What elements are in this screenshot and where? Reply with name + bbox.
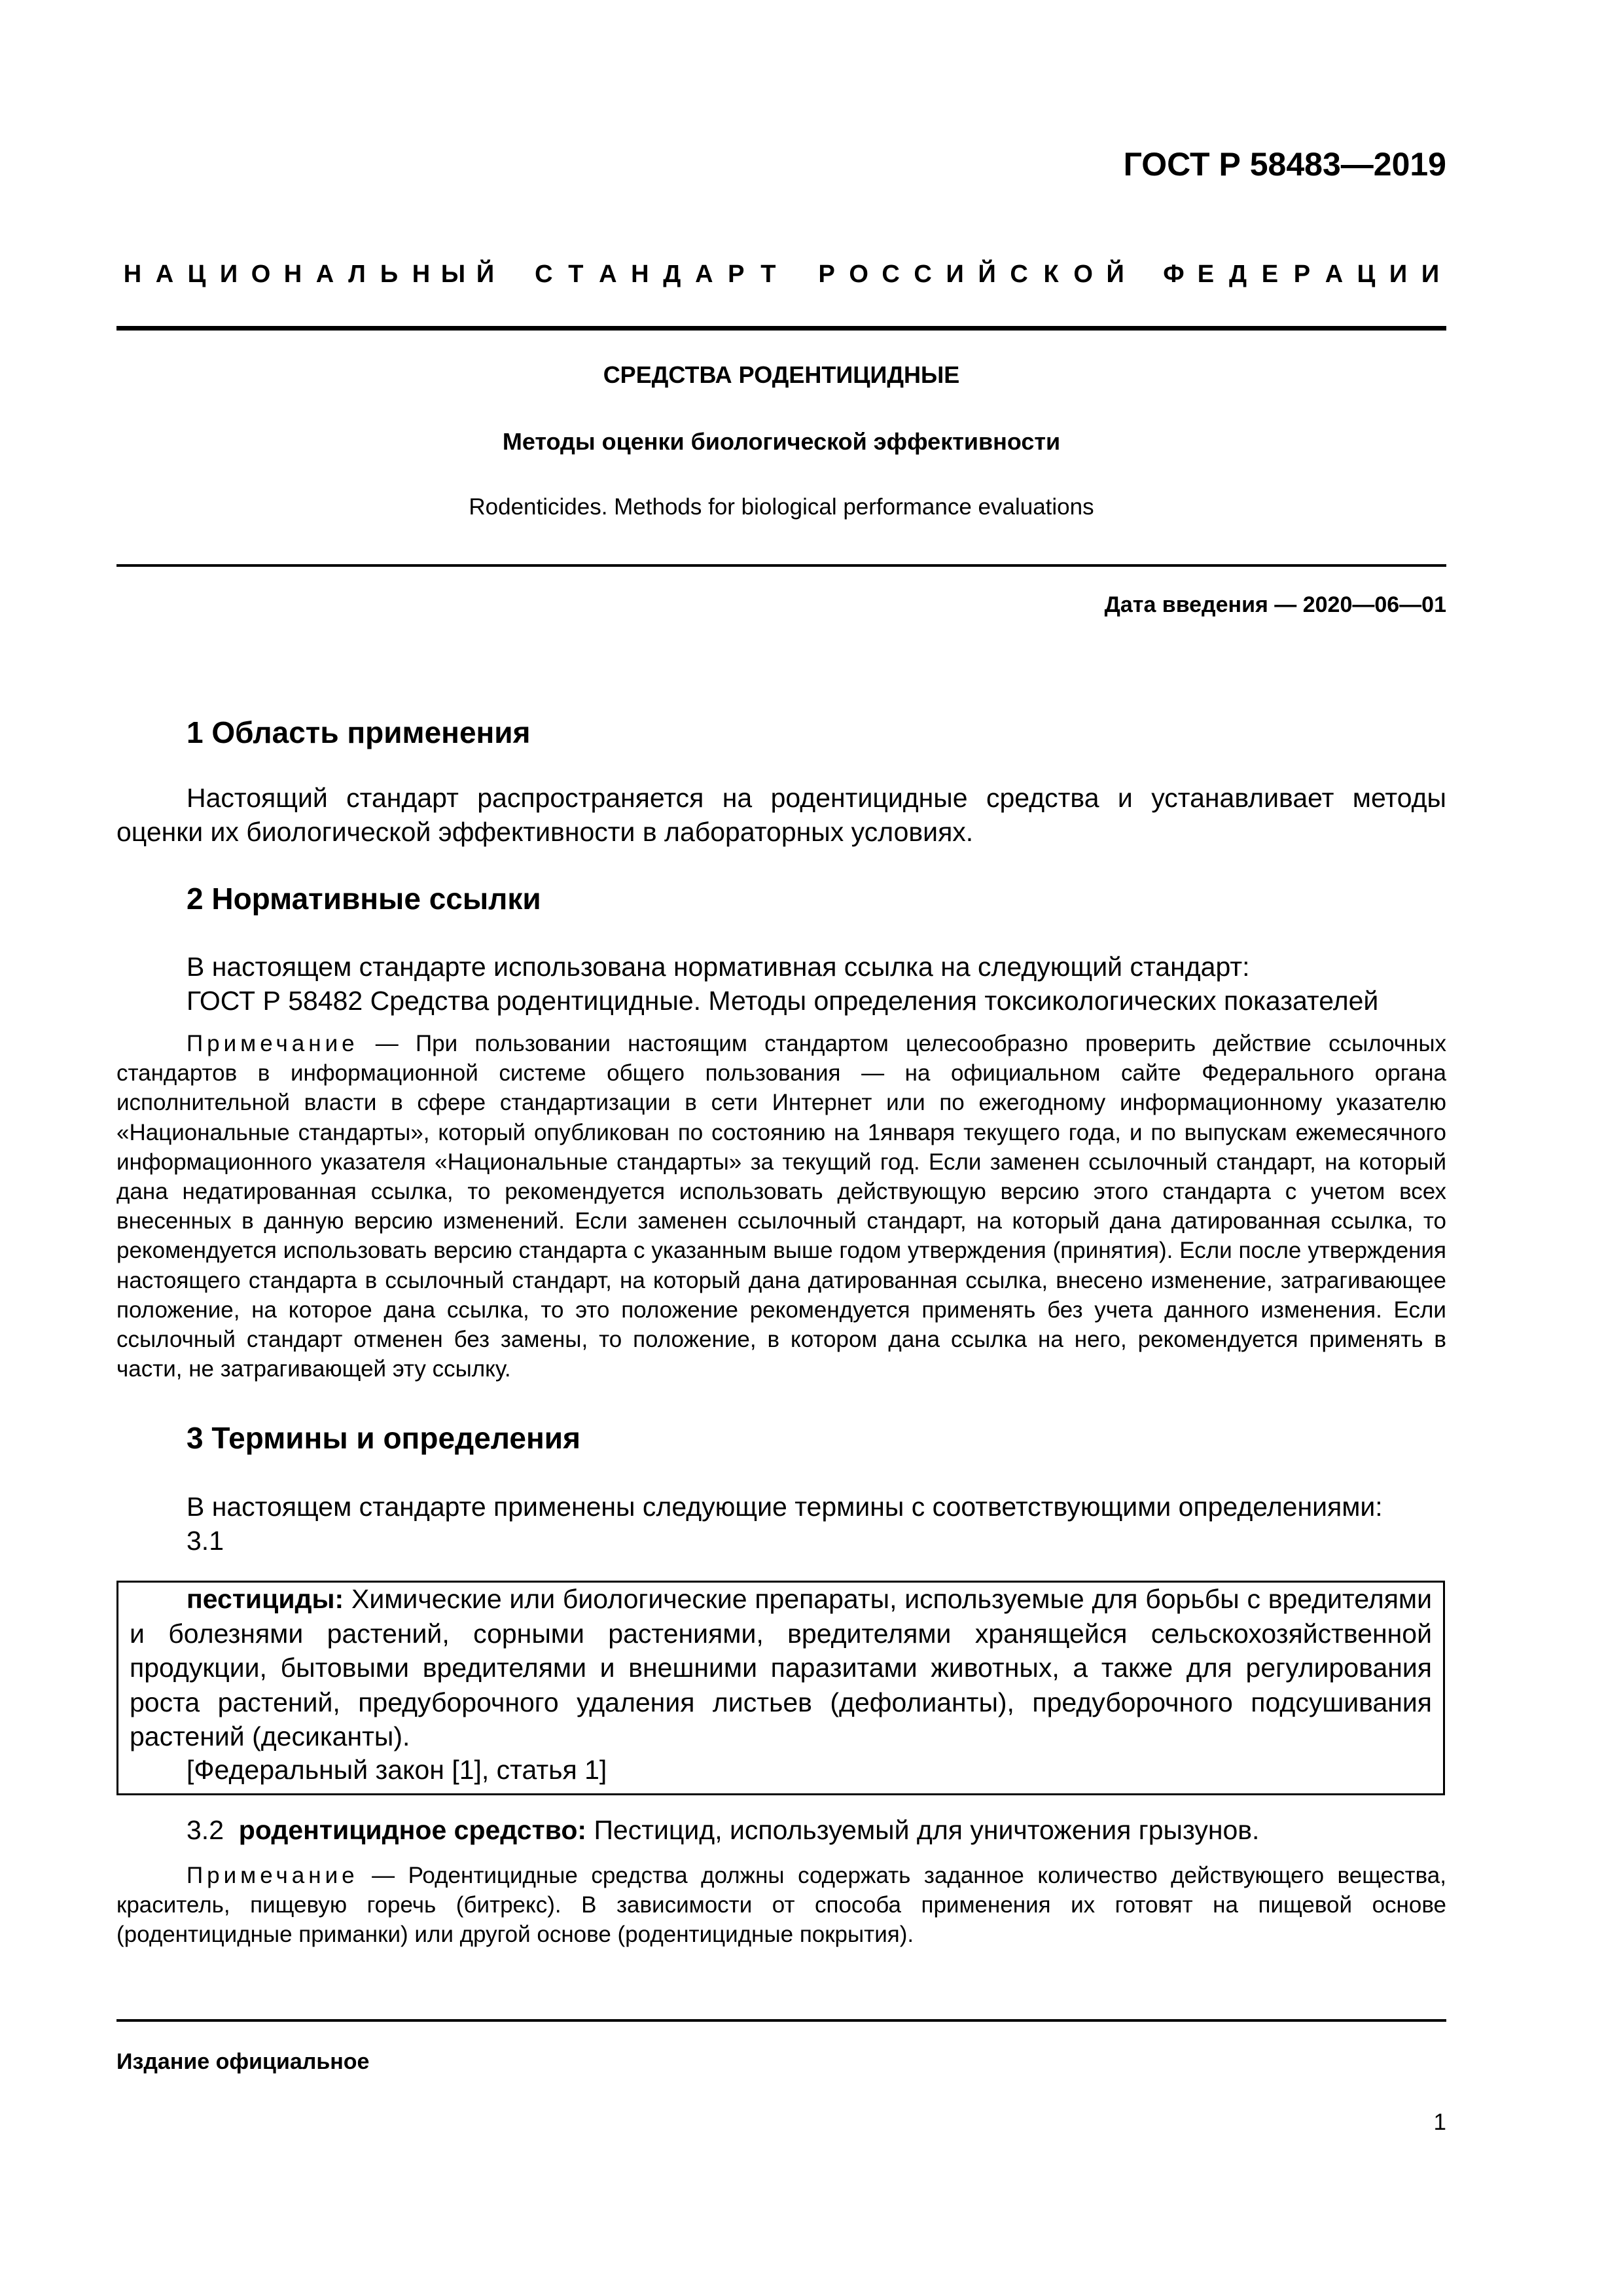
term-pesticides-definition: Химические или биологические препараты, используемые для борьбы с вредителями и болезнями растений, сорными растениями, вредителями хранящейся сельскохозяйственной продукции, бытовыми вредителями и внешними паразитами животных, а также для регулирования роста растений, предуборочного удаления листьев (дефолианты), предуборочного подсушивания растений (десиканты). bbox=[130, 1584, 1432, 1751]
national-standard-banner bbox=[116, 260, 1446, 289]
page-number: 1 bbox=[1433, 2109, 1446, 2135]
banner-letter: И bbox=[1389, 260, 1408, 288]
banner-letter: И bbox=[946, 260, 964, 288]
banner-letter: Д bbox=[663, 260, 681, 288]
banner-letter: К bbox=[1043, 260, 1059, 288]
banner-letter: Й bbox=[978, 260, 996, 288]
banner-letter: С bbox=[535, 260, 553, 288]
banner-letter: Р bbox=[728, 260, 745, 288]
banner-letter: Ц bbox=[1357, 260, 1376, 288]
banner-letter: О bbox=[849, 260, 868, 288]
banner-letter: Н bbox=[123, 260, 142, 288]
banner-word-4 bbox=[1158, 260, 1446, 289]
section-2-heading: 2 Нормативные ссылки bbox=[187, 882, 541, 916]
note-body: — При пользовании настоящим стандартом целесообразно проверить действие ссылочных стандартов в информационной системе общего пользования — на официальном сайте Федерального органа исполнительной власти в сфере стандартизации в сети Интернет или по ежегодному информационному указателю «Национальные стандарты», который опубликован по состоянию на 1января текущего года, и по выпускам ежемесячного информационного указателя «Национальные стандарты» за текущий год. Если заменен ссылочный стандарт, на который дана недатированная ссылка, то рекомендуется использовать действующую версию этого стандарта с учетом всех внесенных в данную версию изменений. Если заменен ссылочный стандарт, на который дана датированная ссылка, то рекомендуется использовать версию стандарта с указанным выше годом утверждения (принятия). Если после утверждения настоящего стандарта в ссылочный стандарт, на который дана датированная ссылка, внесено изменение, затрагивающее положение, на которое дана ссылка, то это положение рекомендуется применять без учета данного изменения. Если ссылочный стандарт отменен без замены, то положение, в котором дана ссылка на него, рекомендуется применять в части, не затрагивающей эту ссылку. bbox=[116, 1031, 1446, 1382]
section-1-paragraph: Настоящий стандарт распространяется на родентицидные средства и устанавливает методы оценки их биологической эффективности в лабораторных условиях. bbox=[116, 783, 1446, 847]
note-label: Примечание bbox=[187, 1031, 359, 1056]
banner-letter: А bbox=[599, 260, 617, 288]
footer-rule bbox=[116, 2019, 1446, 2022]
banner-letter: Р bbox=[1293, 260, 1311, 288]
banner-letter: Ы bbox=[440, 260, 466, 288]
term-rodenticide-definition: Пестицид, используемый для уничтожения грызунов. bbox=[586, 1815, 1260, 1845]
banner-letter: Е bbox=[1197, 260, 1215, 288]
section-3-note bbox=[116, 1861, 1446, 1950]
section-2-intro: В настоящем стандарте использована нормативная ссылка на следующий стандарт: bbox=[187, 952, 1250, 982]
term-definition-3-2 bbox=[187, 1813, 1259, 1847]
section-2-note bbox=[116, 1029, 1446, 1384]
banner-word-2 bbox=[527, 260, 784, 289]
banner-letter: И bbox=[219, 260, 238, 288]
banner-letter: О bbox=[251, 260, 271, 288]
banner-letter: Ф bbox=[1163, 260, 1185, 288]
banner-letter: Л bbox=[348, 260, 366, 288]
banner-letter: С bbox=[1010, 260, 1028, 288]
banner-letter: С bbox=[882, 260, 900, 288]
term-definition-3-1 bbox=[116, 1582, 1445, 1754]
term-number-3-1: 3.1 bbox=[187, 1526, 224, 1556]
note-label-2: Примечание bbox=[187, 1863, 359, 1888]
official-edition-label: Издание официальное bbox=[116, 2049, 370, 2074]
banner-letter: Д bbox=[1228, 260, 1247, 288]
banner-letter: Ц bbox=[187, 260, 206, 288]
banner-word-3 bbox=[811, 260, 1132, 289]
banner-letter: Н bbox=[283, 260, 302, 288]
banner-letter: А bbox=[315, 260, 334, 288]
section-3-intro: В настоящем стандарте применены следующие термины с соответствующими определениями: bbox=[187, 1492, 1383, 1522]
banner-letter: Е bbox=[1261, 260, 1279, 288]
banner-letter: И bbox=[1421, 260, 1440, 288]
standard-subtitle: Методы оценки биологической эффективности bbox=[502, 428, 1061, 455]
section-1-heading: 1 Область применения bbox=[187, 715, 531, 749]
banner-word-1 bbox=[116, 260, 501, 289]
banner-letter: Й bbox=[1106, 260, 1124, 288]
header-rule bbox=[116, 326, 1446, 331]
note-body-2: — Родентицидные средства должны содержать заданное количество действующего вещества, краситель, пищевую горечь (битрекс). В зависимости от способа применения их готовят на пищевой основе (родентицидные приманки) или другой основе (родентицидные покрытия). bbox=[116, 1863, 1446, 1948]
banner-letter: Т bbox=[760, 260, 776, 288]
banner-letter: Й bbox=[476, 260, 495, 288]
banner-letter: А bbox=[695, 260, 713, 288]
introduction-date: Дата введения — 2020—06—01 bbox=[1104, 592, 1446, 617]
banner-letter: Ь bbox=[380, 260, 399, 288]
banner-letter: О bbox=[1073, 260, 1093, 288]
term-source-reference: [Федеральный закон [1], статья 1] bbox=[187, 1755, 607, 1785]
banner-letter: Н bbox=[412, 260, 431, 288]
term-pesticides: пестициды: bbox=[187, 1584, 344, 1614]
banner-letter: Р bbox=[818, 260, 835, 288]
term-number-3-2: 3.2 bbox=[187, 1815, 224, 1845]
section-3-heading: 3 Термины и определения bbox=[187, 1421, 580, 1455]
section-1-text bbox=[116, 781, 1446, 849]
standard-title: СРЕДСТВА РОДЕНТИЦИДНЫЕ bbox=[603, 361, 960, 388]
banner-letter: Н bbox=[631, 260, 649, 288]
banner-letter: А bbox=[155, 260, 174, 288]
banner-letter: Т bbox=[568, 260, 584, 288]
banner-letter: А bbox=[1325, 260, 1344, 288]
title-rule bbox=[116, 564, 1446, 567]
term-rodenticide: родентицидное средство: bbox=[238, 1815, 587, 1845]
english-title: Rodenticides. Methods for biological performance evaluations bbox=[469, 494, 1094, 520]
document-code: ГОСТ Р 58483—2019 bbox=[1123, 146, 1446, 183]
banner-letter: С bbox=[914, 260, 932, 288]
normative-reference: ГОСТ Р 58482 Средства родентицидные. Методы определения токсикологических показателей bbox=[187, 986, 1379, 1016]
